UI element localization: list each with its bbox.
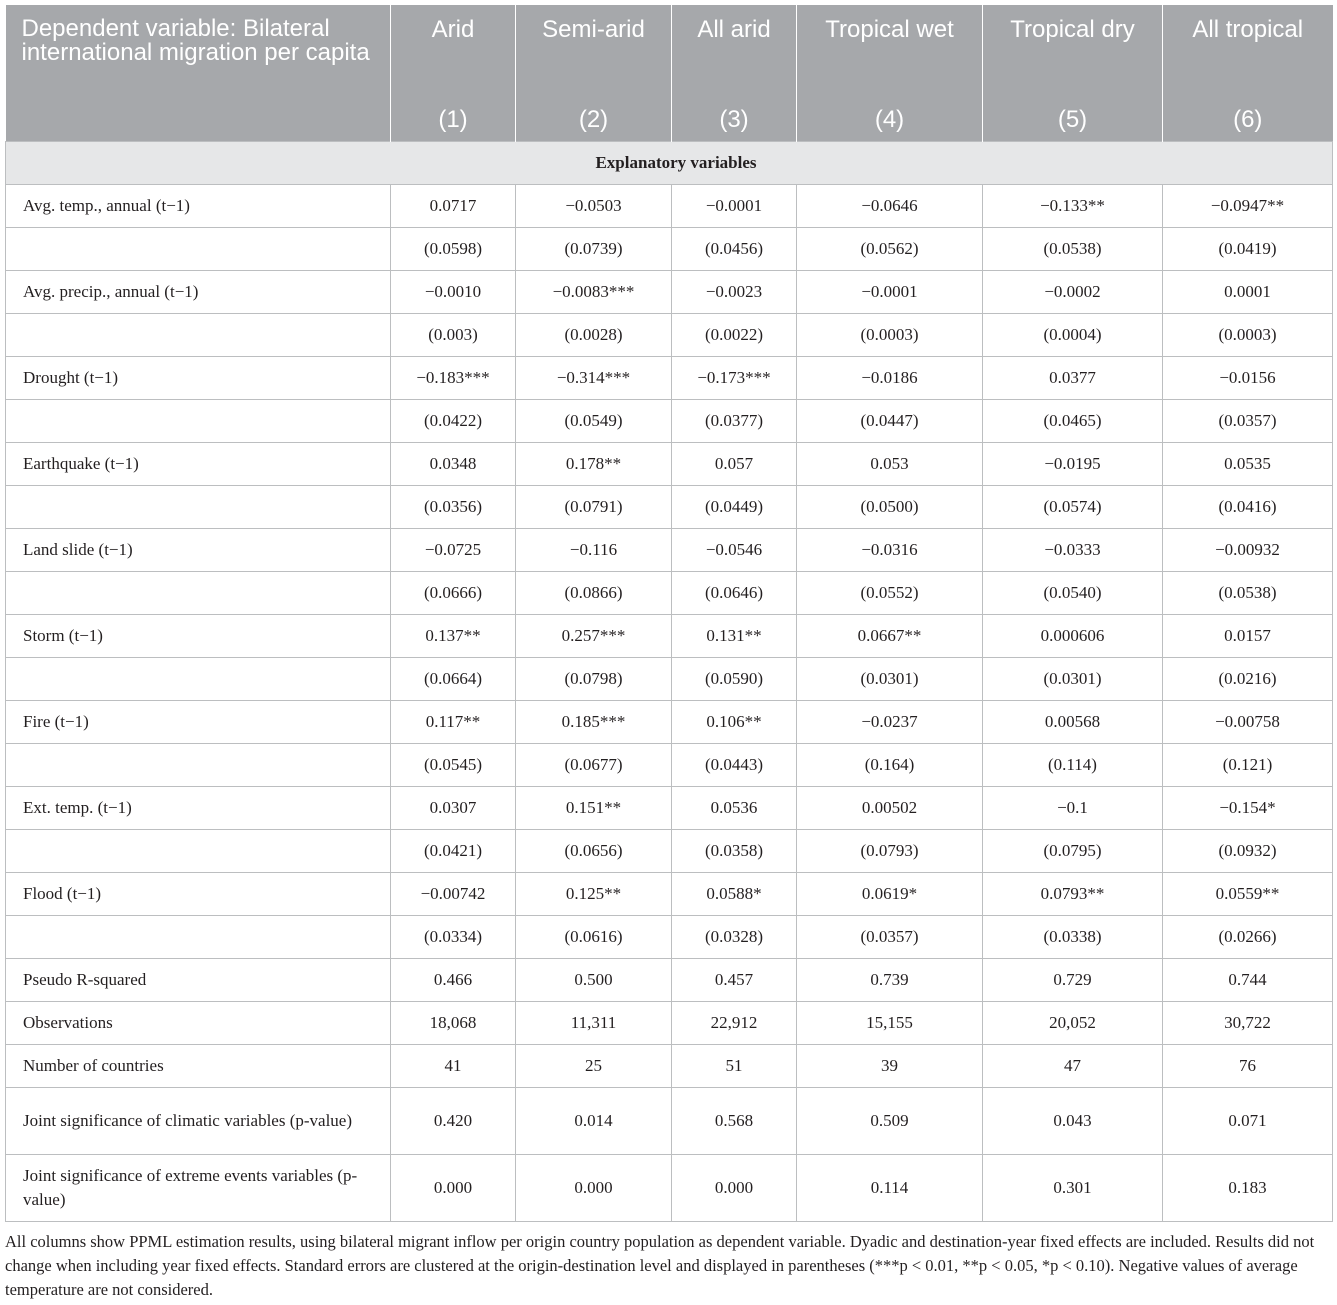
- table-cell: 11,311: [516, 1002, 672, 1045]
- column-header: [797, 5, 983, 142]
- table-cell: (0.0416): [1163, 486, 1333, 529]
- table-cell: (0.0301): [797, 658, 983, 701]
- table-cell: 51: [672, 1045, 797, 1088]
- table-row: [6, 185, 1333, 228]
- table-cell: (0.0358): [672, 830, 797, 873]
- table-cell: −0.0237: [797, 701, 983, 744]
- column-header: [983, 5, 1163, 142]
- table-cell: 0.466: [391, 959, 516, 1002]
- table-cell: −0.154*: [1163, 787, 1333, 830]
- table-cell: −0.0001: [672, 185, 797, 228]
- table-cell: 0.568: [672, 1088, 797, 1155]
- table-cell: 0.0348: [391, 443, 516, 486]
- column-number: (6): [1233, 106, 1263, 133]
- table-cell: (0.0656): [516, 830, 672, 873]
- row-label: Observations: [6, 1002, 391, 1045]
- table-cell: (0.0590): [672, 658, 797, 701]
- table-row: [6, 1088, 1333, 1155]
- table-cell: −0.0156: [1163, 357, 1333, 400]
- table-cell: 0.071: [1163, 1088, 1333, 1155]
- table-cell: 47: [983, 1045, 1163, 1088]
- table-cell: (0.0540): [983, 572, 1163, 615]
- table-row: [6, 357, 1333, 400]
- table-cell: (0.0932): [1163, 830, 1333, 873]
- table-cell: −0.183***: [391, 357, 516, 400]
- column-header: [672, 5, 797, 142]
- row-label: [6, 228, 391, 271]
- table-cell: 15,155: [797, 1002, 983, 1045]
- table-cell: (0.0562): [797, 228, 983, 271]
- table-cell: 0.0667**: [797, 615, 983, 658]
- table-row: [6, 486, 1333, 529]
- row-label: Land slide (t−1): [6, 529, 391, 572]
- column-number: (3): [719, 106, 749, 133]
- table-cell: 0.151**: [516, 787, 672, 830]
- table-cell: 0.131**: [672, 615, 797, 658]
- column-header: [516, 5, 672, 142]
- table-cell: 0.0536: [672, 787, 797, 830]
- table-cell: 0.420: [391, 1088, 516, 1155]
- table-row: [6, 873, 1333, 916]
- section-label: Explanatory variables: [6, 142, 1333, 185]
- row-label: Pseudo R-squared: [6, 959, 391, 1002]
- column-number: (2): [578, 106, 609, 133]
- table-cell: 22,912: [672, 1002, 797, 1045]
- table-cell: −0.0316: [797, 529, 983, 572]
- table-cell: 0.0001: [1163, 271, 1333, 314]
- table-cell: 0.509: [797, 1088, 983, 1155]
- table-cell: (0.0266): [1163, 916, 1333, 959]
- table-cell: −0.173***: [672, 357, 797, 400]
- table-cell: (0.0334): [391, 916, 516, 959]
- row-label: [6, 658, 391, 701]
- table-cell: (0.0791): [516, 486, 672, 529]
- column-title: Tropical wet: [825, 16, 954, 43]
- table-cell: (0.0549): [516, 400, 672, 443]
- table-cell: −0.0010: [391, 271, 516, 314]
- column-title: Arid: [431, 16, 475, 43]
- row-label: [6, 830, 391, 873]
- table-cell: −0.0083***: [516, 271, 672, 314]
- row-label: [6, 486, 391, 529]
- table-cell: 0.0307: [391, 787, 516, 830]
- table-cell: (0.0356): [391, 486, 516, 529]
- row-label: Avg. precip., annual (t−1): [6, 271, 391, 314]
- table-cell: 0.00568: [983, 701, 1163, 744]
- column-number: (1): [438, 106, 468, 133]
- table-cell: (0.121): [1163, 744, 1333, 787]
- table-cell: (0.0456): [672, 228, 797, 271]
- table-cell: (0.0465): [983, 400, 1163, 443]
- table-cell: 76: [1163, 1045, 1333, 1088]
- table-cell: (0.0419): [1163, 228, 1333, 271]
- table-cell: (0.0739): [516, 228, 672, 271]
- table-cell: (0.0598): [391, 228, 516, 271]
- table-cell: (0.0866): [516, 572, 672, 615]
- row-label: Ext. temp. (t−1): [6, 787, 391, 830]
- table-cell: (0.0664): [391, 658, 516, 701]
- table-cell: −0.00742: [391, 873, 516, 916]
- table-row: [6, 1002, 1333, 1045]
- table-row: [6, 959, 1333, 1002]
- table-cell: 0.178**: [516, 443, 672, 486]
- table-cell: 41: [391, 1045, 516, 1088]
- table-row: [6, 744, 1333, 787]
- table-row: [6, 443, 1333, 486]
- table-cell: (0.0616): [516, 916, 672, 959]
- table-cell: 0.500: [516, 959, 672, 1002]
- table-cell: (0.0216): [1163, 658, 1333, 701]
- row-label: [6, 314, 391, 357]
- column-header: [391, 5, 516, 142]
- table-cell: −0.0333: [983, 529, 1163, 572]
- row-label: Joint significance of climatic variables (p-value): [6, 1088, 391, 1155]
- table-cell: (0.0793): [797, 830, 983, 873]
- table-row: [6, 572, 1333, 615]
- table-cell: −0.00758: [1163, 701, 1333, 744]
- table-cell: 0.000606: [983, 615, 1163, 658]
- table-cell: 18,068: [391, 1002, 516, 1045]
- table-cell: (0.114): [983, 744, 1163, 787]
- table-cell: 30,722: [1163, 1002, 1333, 1045]
- table-cell: (0.164): [797, 744, 983, 787]
- table-cell: (0.0421): [391, 830, 516, 873]
- table-row: [6, 271, 1333, 314]
- table-cell: 0.0559**: [1163, 873, 1333, 916]
- row-label: [6, 572, 391, 615]
- table-cell: (0.0545): [391, 744, 516, 787]
- column-number: (5): [1057, 106, 1088, 133]
- table-row: [6, 1045, 1333, 1088]
- table-cell: (0.0538): [1163, 572, 1333, 615]
- table-cell: −0.0002: [983, 271, 1163, 314]
- row-label: Flood (t−1): [6, 873, 391, 916]
- row-label: Fire (t−1): [6, 701, 391, 744]
- column-header: [1163, 5, 1333, 142]
- table-cell: −0.314***: [516, 357, 672, 400]
- dependent-variable-header: [6, 5, 391, 142]
- table-cell: (0.0666): [391, 572, 516, 615]
- table-row: [6, 314, 1333, 357]
- table-cell: 0.000: [672, 1155, 797, 1222]
- table-cell: 0.0588*: [672, 873, 797, 916]
- column-number: (4): [874, 106, 905, 133]
- table-cell: (0.0003): [797, 314, 983, 357]
- table-cell: 0.0377: [983, 357, 1163, 400]
- row-label: [6, 916, 391, 959]
- section-row: [6, 142, 1333, 185]
- row-label: Drought (t−1): [6, 357, 391, 400]
- table-cell: (0.0422): [391, 400, 516, 443]
- table-cell: 0.0535: [1163, 443, 1333, 486]
- table-cell: 0.057: [672, 443, 797, 486]
- table-cell: 0.053: [797, 443, 983, 486]
- table-cell: 0.744: [1163, 959, 1333, 1002]
- dependent-variable-label: Dependent variable: Bilateral international migration per capita: [21, 15, 370, 66]
- row-label: Joint significance of extreme events variables (p-value): [6, 1155, 391, 1222]
- table-header: [6, 5, 1333, 142]
- table-cell: 0.106**: [672, 701, 797, 744]
- table-cell: −0.0947**: [1163, 185, 1333, 228]
- table-cell: (0.0357): [1163, 400, 1333, 443]
- table-cell: 0.00502: [797, 787, 983, 830]
- table-cell: (0.0357): [797, 916, 983, 959]
- table-cell: −0.1: [983, 787, 1163, 830]
- table-cell: (0.003): [391, 314, 516, 357]
- table-cell: −0.0646: [797, 185, 983, 228]
- table-cell: 0.114: [797, 1155, 983, 1222]
- table-cell: −0.0546: [672, 529, 797, 572]
- table-cell: 0.185***: [516, 701, 672, 744]
- row-label: Storm (t−1): [6, 615, 391, 658]
- table-cell: −0.0195: [983, 443, 1163, 486]
- table-cell: (0.0798): [516, 658, 672, 701]
- table-cell: 0.257***: [516, 615, 672, 658]
- row-label: [6, 744, 391, 787]
- table-cell: −0.0186: [797, 357, 983, 400]
- regression-table: [5, 5, 1333, 1222]
- table-row: [6, 916, 1333, 959]
- table-row: [6, 658, 1333, 701]
- table-row: [6, 529, 1333, 572]
- table-cell: (0.0795): [983, 830, 1163, 873]
- table-cell: (0.0328): [672, 916, 797, 959]
- table-cell: 0.0717: [391, 185, 516, 228]
- table-cell: 0.183: [1163, 1155, 1333, 1222]
- table-cell: (0.0338): [983, 916, 1163, 959]
- row-label: Number of countries: [6, 1045, 391, 1088]
- table-cell: −0.0023: [672, 271, 797, 314]
- table-cell: −0.00932: [1163, 529, 1333, 572]
- row-label: [6, 400, 391, 443]
- table-row: [6, 400, 1333, 443]
- table-cell: (0.0301): [983, 658, 1163, 701]
- table-cell: (0.0538): [983, 228, 1163, 271]
- table-cell: (0.0003): [1163, 314, 1333, 357]
- table-cell: (0.0449): [672, 486, 797, 529]
- column-title: Semi-arid: [542, 16, 645, 43]
- table-cell: 0.0157: [1163, 615, 1333, 658]
- table-cell: −0.0503: [516, 185, 672, 228]
- table-cell: (0.0574): [983, 486, 1163, 529]
- table-row: [6, 1155, 1333, 1222]
- table-cell: −0.0001: [797, 271, 983, 314]
- table-cell: 25: [516, 1045, 672, 1088]
- table-cell: 0.000: [516, 1155, 672, 1222]
- table-cell: (0.0552): [797, 572, 983, 615]
- column-title: All arid: [697, 16, 771, 43]
- table-cell: 0.014: [516, 1088, 672, 1155]
- table-cell: −0.0725: [391, 529, 516, 572]
- table-cell: (0.0443): [672, 744, 797, 787]
- table-cell: −0.116: [516, 529, 672, 572]
- table-cell: (0.0500): [797, 486, 983, 529]
- table-cell: (0.0377): [672, 400, 797, 443]
- table-cell: 20,052: [983, 1002, 1163, 1045]
- row-label: Earthquake (t−1): [6, 443, 391, 486]
- table-row: [6, 787, 1333, 830]
- table-cell: 0.457: [672, 959, 797, 1002]
- table-cell: (0.0677): [516, 744, 672, 787]
- table-cell: 0.729: [983, 959, 1163, 1002]
- table-footnote: All columns show PPML estimation results, using bilateral migrant inflow per origin country population as dependent variable. Dyadic and destination-year fixed effects are included. Results did not change when including year fixed effects. Standard errors are clustered at the origin-destination level and displayed in parentheses (***p < 0.01, **p < 0.05, *p < 0.10). Negative values of average temperature are not considered.: [5, 1232, 1315, 1299]
- table-cell: 0.0619*: [797, 873, 983, 916]
- table-cell: 0.301: [983, 1155, 1163, 1222]
- table-cell: 0.000: [391, 1155, 516, 1222]
- table-row: [6, 228, 1333, 271]
- table-cell: (0.0028): [516, 314, 672, 357]
- table-cell: (0.0646): [672, 572, 797, 615]
- table-row: [6, 830, 1333, 873]
- table-body: [6, 142, 1333, 1222]
- table-cell: (0.0022): [672, 314, 797, 357]
- table-cell: 39: [797, 1045, 983, 1088]
- table-cell: (0.0004): [983, 314, 1163, 357]
- table-row: [6, 701, 1333, 744]
- table-cell: 0.043: [983, 1088, 1163, 1155]
- table-cell: 0.117**: [391, 701, 516, 744]
- table-row: [6, 615, 1333, 658]
- table-cell: −0.133**: [983, 185, 1163, 228]
- table-cell: (0.0447): [797, 400, 983, 443]
- column-title: All tropical: [1192, 16, 1304, 43]
- table-cell: 0.137**: [391, 615, 516, 658]
- column-title: Tropical dry: [1010, 16, 1135, 43]
- table-cell: 0.739: [797, 959, 983, 1002]
- table-cell: 0.0793**: [983, 873, 1163, 916]
- table-cell: 0.125**: [516, 873, 672, 916]
- row-label: Avg. temp., annual (t−1): [6, 185, 391, 228]
